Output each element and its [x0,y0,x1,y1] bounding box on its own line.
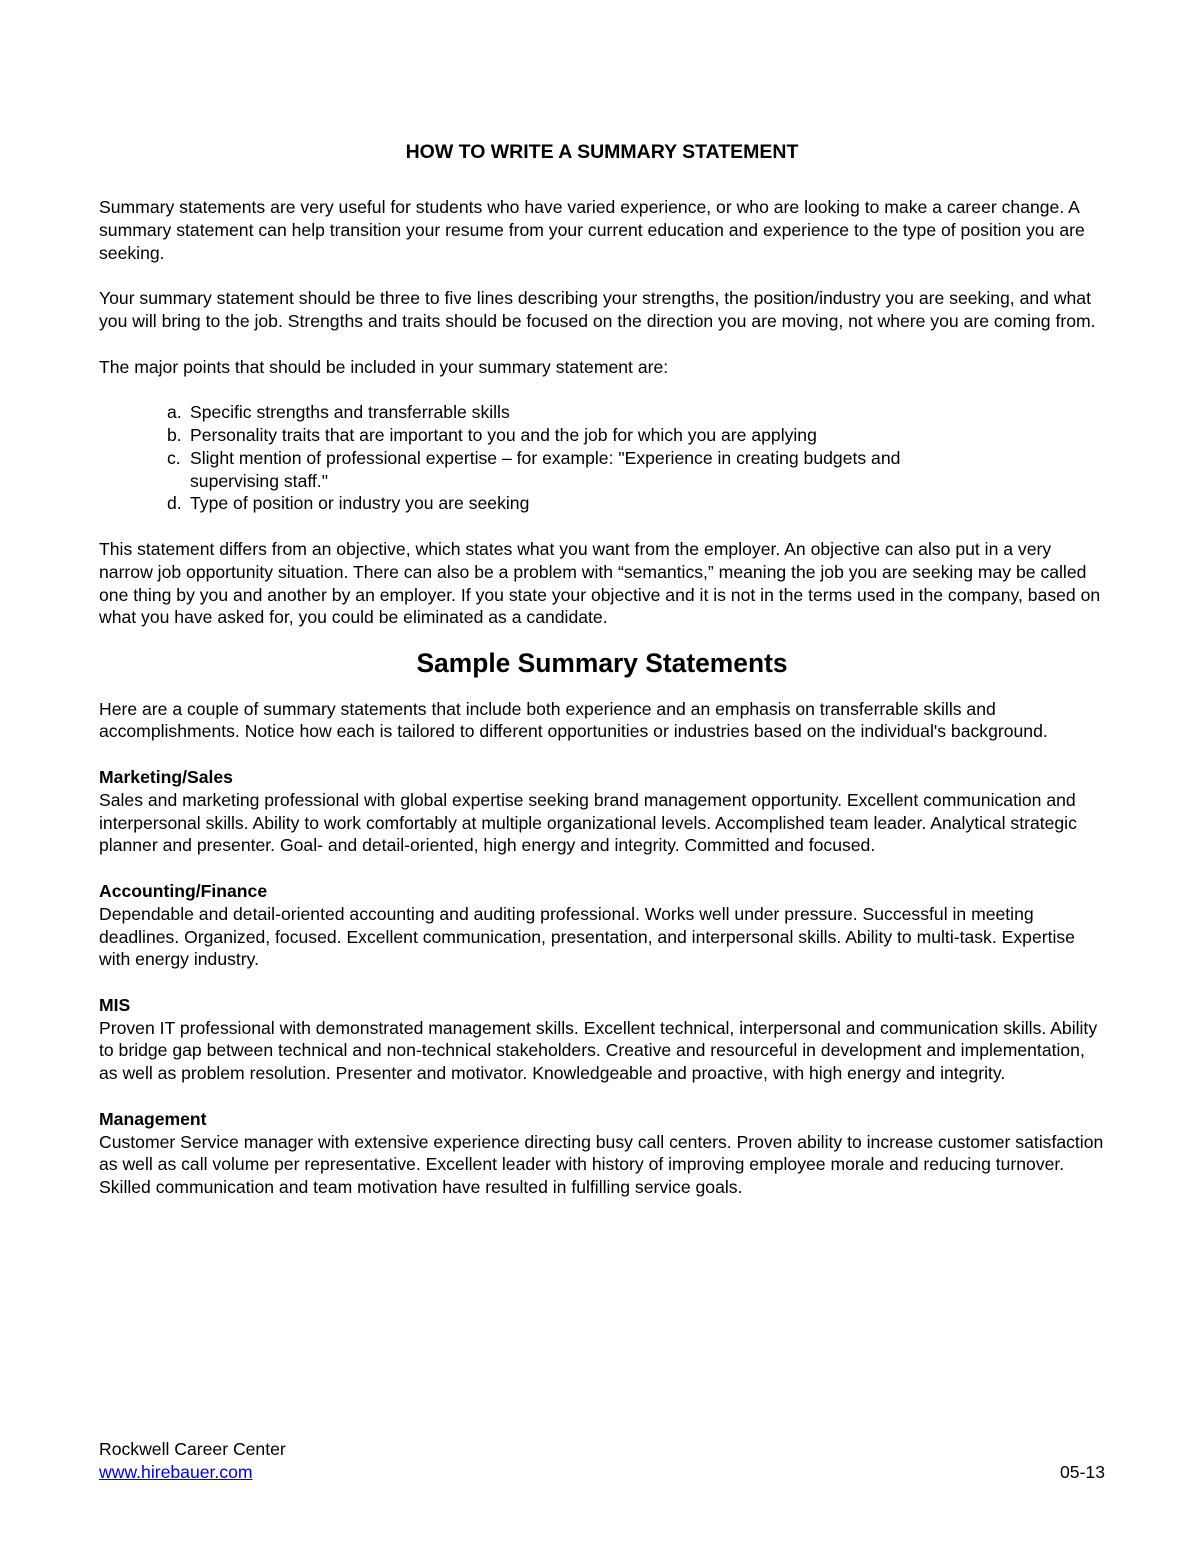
list-marker: d. [167,493,182,514]
sample-mis [99,994,1105,1085]
sample-title: Accounting/Finance [99,880,268,901]
website-link[interactable]: www.hirebauer.com [99,1461,253,1482]
sample-marketing-sales [99,766,1105,857]
footer-date-code: 05-13 [1060,1461,1105,1482]
samples-heading: Sample Summary Statements [416,647,788,678]
sample-body: Proven IT professional with demonstrated management skills. Excellent technical, interpersonal and communication skills. Ability to bridge gap between technical and non-technical stakeholders. Creative and resourceful in development and implementation, as well as problem resolution. Presenter and motivator. Knowledgeable and proactive, with high energy and integrity. [99,1017,1098,1084]
sample-title: Marketing/Sales [99,766,233,787]
major-points-list [99,401,1105,515]
list-item-text: Specific strengths and transferrable skills [190,402,510,423]
list-item [167,492,1105,515]
document-title: HOW TO WRITE A SUMMARY STATEMENT [405,141,799,163]
sample-accounting-finance [99,880,1105,971]
sample-body: Customer Service manager with extensive experience directing busy call centers. Proven ability to increase customer satisfaction as well as call volume per representative. Excellent leader with history of improving employee morale and reducing turnover. Skilled communication and team motivation have resulted in fulfilling service goals. [99,1131,1104,1198]
list-item-text: Slight mention of professional expertise – for example: "Experience in creating budgets and supervising staff." [190,447,901,491]
document-content [99,140,1105,1222]
sample-management [99,1108,1105,1199]
list-marker: c. [167,447,181,468]
footer-row [99,1461,1105,1484]
intro-paragraph: Your summary statement should be three to five lines describing your strengths, the position/industry you are seeking, and what you will bring to the job. Strengths and traits should be focused on the direction you are moving, not where you are coming from. [99,288,1096,331]
objective-paragraph: This statement differs from an objective, which states what you want from the employer. An objective can also put in a very narrow job opportunity situation. There can also be a problem with “semantics,” meaning the job you are seeking may be called one thing by you and another by an employer. If you state your objective and it is not in the terms used in the company, based on what you have asked for, you could be eliminated as a candidate. [99,538,1101,628]
list-marker: a. [167,402,182,423]
footer-organization: Rockwell Career Center [99,1439,286,1459]
sample-body: Sales and marketing professional with global expertise seeking brand management opportunity. Excellent communication and interpersonal skills. Ability to work comfortably at multiple organizational levels. Accomplished team leader. Analytical strategic planner and presenter. Goal- and detail-oriented, high energy and integrity. Committed and focused. [99,789,1077,856]
list-item-text: Personality traits that are important to you and the job for which you are applying [190,424,817,445]
sample-title: Management [99,1108,207,1129]
samples-intro-paragraph: Here are a couple of summary statements that include both experience and an emphasis on transferrable skills and accomplishments. Notice how each is tailored to different opportunities or industries based on the individual's background. [99,698,1048,742]
list-item [167,401,1105,424]
page-footer [99,1438,1105,1484]
list-marker: b. [167,424,182,445]
list-item [167,447,1105,493]
sample-body: Dependable and detail-oriented accounting and auditing professional. Works well under pressure. Successful in meeting deadlines. Organized, focused. Excellent communication, presentation, and interpersonal skills. Ability to multi-task. Expertise with energy industry. [99,903,1075,970]
intro-paragraph: Summary statements are very useful for students who have varied experience, or who are looking to make a career change. A summary statement can help transition your resume from your current education and experience to the type of position you are seeking. [99,197,1085,263]
list-item-text: Type of position or industry you are seeking [190,493,530,514]
list-item [167,424,1105,447]
intro-paragraph: The major points that should be included in your summary statement are: [99,356,669,377]
sample-title: MIS [99,994,131,1015]
